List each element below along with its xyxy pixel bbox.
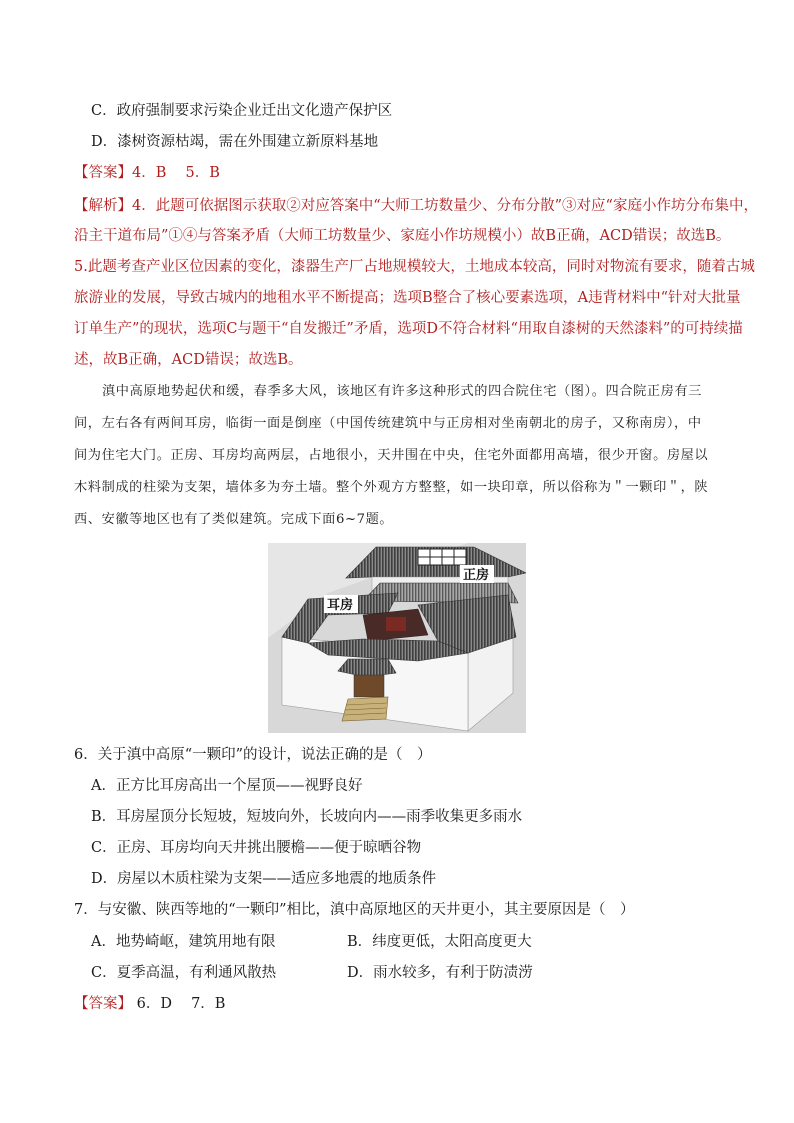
q7-option-c: C．夏季高温，有利通风散热 [91, 965, 277, 981]
analysis-text-1: 4．此题可依据图示获取②对应答案中“大师工坊数量少、分布分散”③对应“家庭小作坊分布集中， [132, 198, 758, 214]
analysis-line-4: 旅游业的发展，导致古城内的地租水平不断提高；选项B整合了核心要素选项，A违背材料中“针对大批量 [74, 290, 741, 306]
q5-option-c: C．政府强制要求污染企业迁出文化遗产保护区 [91, 103, 393, 119]
q6-option-c: C．正房、耳房均向天井挑出腰檐——便于晾晒谷物 [91, 840, 422, 856]
q5-option-d: D．漆树资源枯竭，需在外围建立新原料基地 [91, 134, 379, 150]
q7-stem: 7．与安徽、陕西等地的“一颗印”相比，滇中高原地区的天井更小，其主要原因是（ ） [74, 902, 635, 918]
label-side-room: 耳房 [327, 598, 354, 613]
answer-6-7 [74, 994, 225, 1014]
passage-line-2: 间，左右各有两间耳房，临街一面是倒座（中国传统建筑中与正房相对坐南朝北的房子，又称南房），中 [74, 416, 702, 431]
analysis-tag: 【解析】 [74, 198, 132, 214]
passage-line-4: 木料制成的柱梁为支架，墙体多为夯土墙。整个外观方方整整，如一块印章，所以俗称为＂一颗印＂，陕 [74, 480, 709, 495]
answer-text-2: 6．D 7．B [132, 996, 226, 1012]
analysis-line-6: 述，故B正确，ACD错误；故选B。 [74, 352, 303, 368]
q6-option-d: D．房屋以木质柱梁为支架——适应多地震的地质条件 [91, 871, 437, 887]
passage-line-5: 西、安徽等地区也有了类似建筑。完成下面6~7题。 [74, 512, 394, 527]
analysis-line-3: 5.此题考查产业区位因素的变化，漆器生产厂占地规模较大，土地成本较高，同时对物流有要求，随着古城 [74, 259, 755, 275]
passage-line-3: 间为住宅大门。正房、耳房均高两层，占地很小，天井围在中央，住宅外面都用高墙，很少开窗。房屋以 [74, 448, 709, 463]
q6-option-b: B．耳房屋顶分长短坡，短坡向外，长坡向内——雨季收集更多雨水 [91, 809, 523, 825]
q6-stem: 6．关于滇中高原“一颗印”的设计，说法正确的是（ ） [74, 747, 432, 763]
answer-4-5 [74, 163, 220, 183]
passage-line-1: 滇中高原地势起伏和缓，春季多大风，该地区有许多这种形式的四合院住宅（图）。四合院正房有三 [102, 384, 703, 399]
answer-tag: 【答案】 [74, 165, 132, 181]
analysis-line-5: 订单生产”的现状，选项C与题干“自发搬迁”矛盾，选项D不符合材料“用取自漆树的天然漆料”的可持续描 [74, 321, 743, 337]
answer-text: 4．B 5．B [132, 165, 220, 181]
label-main-hall: 正房 [463, 568, 490, 583]
analysis-line-2: 沿主干道布局”①④与答案矛盾（大师工坊数量少、家庭小作坊规模小）故B正确，ACD错误；故选B。 [74, 228, 731, 244]
q7-option-a: A．地势崎岖，建筑用地有限 [91, 934, 276, 950]
q7-option-d: D．雨水较多，有利于防渍涝 [347, 965, 533, 981]
courtyard-house-figure [268, 543, 526, 733]
answer-tag-2: 【答案】 [74, 996, 132, 1012]
q6-option-a: A．正方比耳房高出一个屋顶——视野良好 [91, 778, 363, 794]
analysis-line-1 [74, 196, 758, 216]
courtyard-house-illustration [268, 543, 526, 733]
q7-option-b: B．纬度更低，太阳高度更大 [347, 934, 532, 950]
